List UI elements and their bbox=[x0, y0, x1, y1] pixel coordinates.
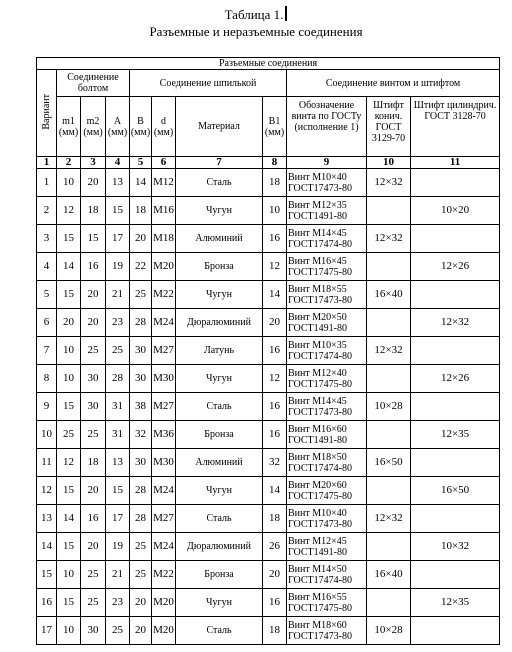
screw-cell bbox=[287, 533, 367, 561]
variant-cell: 17 bbox=[37, 617, 57, 645]
m1-cell: 12 bbox=[57, 449, 81, 477]
table-row bbox=[37, 449, 500, 477]
cyl-pin-cell: 12×35 bbox=[411, 589, 500, 617]
m2-cell: 25 bbox=[81, 421, 106, 449]
m1-cell: 14 bbox=[57, 253, 81, 281]
material-cell: Алюминий bbox=[176, 449, 263, 477]
b1-cell: 18 bbox=[263, 169, 287, 197]
screw-line: Винт М20×50 bbox=[288, 311, 347, 323]
screw-line: ГОСТ17475-80 bbox=[288, 266, 352, 278]
d-cell: M24 bbox=[152, 309, 176, 337]
m1-cell: 15 bbox=[57, 589, 81, 617]
screw-line: Винт М20×60 bbox=[288, 479, 347, 491]
screw-cell bbox=[287, 505, 367, 533]
material-cell: Бронза bbox=[176, 561, 263, 589]
cyl-pin-cell bbox=[411, 449, 500, 477]
b1-cell: 16 bbox=[263, 393, 287, 421]
m1-cell: 15 bbox=[57, 281, 81, 309]
cyl-pin-cell: 12×26 bbox=[411, 365, 500, 393]
table-row bbox=[37, 421, 500, 449]
screw-line: Винт М16×45 bbox=[288, 255, 347, 267]
screw-line: ГОСТ17474-80 bbox=[288, 574, 352, 586]
screw-cell bbox=[287, 365, 367, 393]
b-cell: 30 bbox=[130, 365, 152, 393]
screw-line: Винт М18×55 bbox=[288, 283, 347, 295]
m2-cell: 20 bbox=[81, 477, 106, 505]
a-cell: 13 bbox=[106, 449, 130, 477]
column-number: 2 bbox=[57, 157, 81, 169]
variant-cell: 14 bbox=[37, 533, 57, 561]
conic-pin-cell bbox=[367, 533, 411, 561]
screw-line: ГОСТ17474-80 bbox=[288, 462, 352, 474]
screw-line: Винт М10×35 bbox=[288, 339, 347, 351]
screw-line: Винт М14×45 bbox=[288, 227, 347, 239]
column-numbers-row bbox=[37, 157, 500, 169]
screw-cell bbox=[287, 169, 367, 197]
screw-line: Винт М12×45 bbox=[288, 535, 347, 547]
material-cell: Сталь bbox=[176, 617, 263, 645]
screw-line: Винт М10×40 bbox=[288, 171, 347, 183]
screw-line: Винт М12×40 bbox=[288, 367, 347, 379]
table-row bbox=[37, 561, 500, 589]
a-cell: 23 bbox=[106, 589, 130, 617]
d-cell: M22 bbox=[152, 281, 176, 309]
a-cell: 25 bbox=[106, 617, 130, 645]
m2-cell: 30 bbox=[81, 617, 106, 645]
m1-cell: 10 bbox=[57, 365, 81, 393]
conic-pin-cell: 12×32 bbox=[367, 169, 411, 197]
cyl-pin-cell: 12×26 bbox=[411, 253, 500, 281]
m1-header: m1 (мм) bbox=[57, 97, 81, 157]
screw-line: ГОСТ1491-80 bbox=[288, 546, 347, 558]
d-header: d (мм) bbox=[152, 97, 176, 157]
table-subtitle: Разъемные и неразъемные соединения bbox=[149, 24, 363, 39]
m1-cell: 12 bbox=[57, 197, 81, 225]
b-cell: 28 bbox=[130, 505, 152, 533]
m2-cell: 20 bbox=[81, 533, 106, 561]
variant-header: Вариант bbox=[37, 70, 57, 157]
column-number: 6 bbox=[152, 157, 176, 169]
d-cell: M16 bbox=[152, 197, 176, 225]
screw-line: ГОСТ17475-80 bbox=[288, 602, 352, 614]
conic-pin-cell bbox=[367, 589, 411, 617]
material-cell: Алюминий bbox=[176, 225, 263, 253]
b-cell: 25 bbox=[130, 561, 152, 589]
d-cell: M20 bbox=[152, 253, 176, 281]
screw-line: ГОСТ17474-80 bbox=[288, 350, 352, 362]
connections-table bbox=[36, 57, 500, 645]
b1-cell: 16 bbox=[263, 225, 287, 253]
d-cell: M24 bbox=[152, 533, 176, 561]
b1-header: B1 (мм) bbox=[263, 97, 287, 157]
screw-line: ГОСТ17473-80 bbox=[288, 406, 352, 418]
m2-cell: 25 bbox=[81, 337, 106, 365]
d-cell: M24 bbox=[152, 477, 176, 505]
column-number: 8 bbox=[263, 157, 287, 169]
variant-cell: 15 bbox=[37, 561, 57, 589]
variant-cell: 9 bbox=[37, 393, 57, 421]
cyl-pin-cell bbox=[411, 281, 500, 309]
m2-cell: 16 bbox=[81, 253, 106, 281]
conic-pin-cell: 12×32 bbox=[367, 225, 411, 253]
b1-cell: 14 bbox=[263, 477, 287, 505]
m2-cell: 25 bbox=[81, 589, 106, 617]
table-row bbox=[37, 477, 500, 505]
table-row bbox=[37, 505, 500, 533]
b-cell: 30 bbox=[130, 449, 152, 477]
text-cursor bbox=[285, 6, 287, 21]
cyl-pin-cell: 10×20 bbox=[411, 197, 500, 225]
screw-cell bbox=[287, 253, 367, 281]
b1-cell: 26 bbox=[263, 533, 287, 561]
material-cell: Чугун bbox=[176, 281, 263, 309]
cyl-pin-cell bbox=[411, 505, 500, 533]
variant-cell: 4 bbox=[37, 253, 57, 281]
screw-line: ГОСТ17474-80 bbox=[288, 238, 352, 250]
b1-cell: 16 bbox=[263, 337, 287, 365]
screw-group-header: Соединение винтом и штифтом bbox=[287, 70, 500, 97]
variant-cell: 16 bbox=[37, 589, 57, 617]
table-row bbox=[37, 253, 500, 281]
column-number: 3 bbox=[81, 157, 106, 169]
screw-cell bbox=[287, 617, 367, 645]
material-cell: Чугун bbox=[176, 197, 263, 225]
d-cell: M30 bbox=[152, 449, 176, 477]
screw-line: ГОСТ17475-80 bbox=[288, 490, 352, 502]
conic-pin-cell bbox=[367, 421, 411, 449]
b-cell: 28 bbox=[130, 309, 152, 337]
screw-line: Винт М12×35 bbox=[288, 199, 347, 211]
table-caption: Разъемные соединения bbox=[37, 58, 500, 70]
m1-cell: 15 bbox=[57, 225, 81, 253]
screw-line: ГОСТ17473-80 bbox=[288, 294, 352, 306]
variant-cell: 7 bbox=[37, 337, 57, 365]
screw-cell bbox=[287, 337, 367, 365]
screw-cell bbox=[287, 589, 367, 617]
table-row bbox=[37, 169, 500, 197]
material-cell: Латунь bbox=[176, 337, 263, 365]
variant-cell: 13 bbox=[37, 505, 57, 533]
variant-cell: 5 bbox=[37, 281, 57, 309]
b-cell: 25 bbox=[130, 281, 152, 309]
cyl-pin-cell bbox=[411, 337, 500, 365]
conic-pin-cell: 10×28 bbox=[367, 393, 411, 421]
screw-cell bbox=[287, 225, 367, 253]
d-cell: M22 bbox=[152, 561, 176, 589]
material-cell: Чугун bbox=[176, 365, 263, 393]
column-number: 4 bbox=[106, 157, 130, 169]
d-cell: M30 bbox=[152, 365, 176, 393]
d-cell: M12 bbox=[152, 169, 176, 197]
b-cell: 14 bbox=[130, 169, 152, 197]
material-cell: Бронза bbox=[176, 421, 263, 449]
b-header: B (мм) bbox=[130, 97, 152, 157]
m2-cell: 16 bbox=[81, 505, 106, 533]
cyl-pin-cell: 12×35 bbox=[411, 421, 500, 449]
variant-cell: 8 bbox=[37, 365, 57, 393]
column-number: 1 bbox=[37, 157, 57, 169]
b1-cell: 18 bbox=[263, 617, 287, 645]
d-cell: M20 bbox=[152, 589, 176, 617]
screw-cell bbox=[287, 281, 367, 309]
d-cell: M27 bbox=[152, 393, 176, 421]
conic-pin-cell bbox=[367, 477, 411, 505]
d-cell: M27 bbox=[152, 337, 176, 365]
m2-cell: 25 bbox=[81, 561, 106, 589]
column-number: 5 bbox=[130, 157, 152, 169]
cyl-pin-header: Штифт цилиндрич. ГОСТ 3128-70 bbox=[411, 97, 500, 157]
m1-cell: 15 bbox=[57, 477, 81, 505]
screw-line: ГОСТ1491-80 bbox=[288, 322, 347, 334]
material-cell: Сталь bbox=[176, 169, 263, 197]
table-row bbox=[37, 589, 500, 617]
a-cell: 19 bbox=[106, 253, 130, 281]
material-cell: Сталь bbox=[176, 505, 263, 533]
screw-line: ГОСТ17473-80 bbox=[288, 518, 352, 530]
screw-line: Винт М10×40 bbox=[288, 507, 347, 519]
table-row bbox=[37, 309, 500, 337]
screw-line: Винт М16×60 bbox=[288, 423, 347, 435]
variant-cell: 1 bbox=[37, 169, 57, 197]
conic-pin-header: Штифт конич. ГОСТ 3129-70 bbox=[367, 97, 411, 157]
column-number: 9 bbox=[287, 157, 367, 169]
table-row bbox=[37, 197, 500, 225]
m2-cell: 15 bbox=[81, 225, 106, 253]
screw-cell bbox=[287, 421, 367, 449]
material-cell: Сталь bbox=[176, 393, 263, 421]
table-row bbox=[37, 365, 500, 393]
table-row bbox=[37, 393, 500, 421]
screw-line: ГОСТ1491-80 bbox=[288, 210, 347, 222]
material-header: Материал bbox=[176, 97, 263, 157]
m2-cell: 30 bbox=[81, 393, 106, 421]
screw-cell bbox=[287, 477, 367, 505]
screw-cell bbox=[287, 449, 367, 477]
material-cell: Бронза bbox=[176, 253, 263, 281]
a-cell: 23 bbox=[106, 309, 130, 337]
variant-cell: 11 bbox=[37, 449, 57, 477]
b-cell: 18 bbox=[130, 197, 152, 225]
conic-pin-cell bbox=[367, 365, 411, 393]
b1-cell: 10 bbox=[263, 197, 287, 225]
column-number: 10 bbox=[367, 157, 411, 169]
screw-line: Винт М18×50 bbox=[288, 451, 347, 463]
a-cell: 21 bbox=[106, 281, 130, 309]
screw-line: Винт М14×50 bbox=[288, 563, 347, 575]
table-title: Таблица 1. bbox=[0, 6, 512, 23]
b-cell: 20 bbox=[130, 617, 152, 645]
b-cell: 20 bbox=[130, 225, 152, 253]
conic-pin-cell bbox=[367, 197, 411, 225]
conic-pin-cell: 12×32 bbox=[367, 337, 411, 365]
screw-line: ГОСТ17475-80 bbox=[288, 378, 352, 390]
m1-cell: 10 bbox=[57, 617, 81, 645]
d-cell: M27 bbox=[152, 505, 176, 533]
variant-cell: 6 bbox=[37, 309, 57, 337]
conic-pin-cell bbox=[367, 253, 411, 281]
m2-cell: 30 bbox=[81, 365, 106, 393]
conic-pin-cell: 10×28 bbox=[367, 617, 411, 645]
b-cell: 20 bbox=[130, 589, 152, 617]
screw-designation-header: Обозначение винта по ГОСТу (исполнение 1) bbox=[287, 97, 367, 157]
b-cell: 38 bbox=[130, 393, 152, 421]
b-cell: 25 bbox=[130, 533, 152, 561]
cyl-pin-cell bbox=[411, 169, 500, 197]
m1-cell: 25 bbox=[57, 421, 81, 449]
a-cell: 28 bbox=[106, 365, 130, 393]
table-row bbox=[37, 337, 500, 365]
a-cell: 17 bbox=[106, 505, 130, 533]
table-row bbox=[37, 281, 500, 309]
stud-group-header: Соединение шпилькой bbox=[130, 70, 287, 97]
variant-cell: 12 bbox=[37, 477, 57, 505]
screw-line: Винт М14×45 bbox=[288, 395, 347, 407]
bolt-group-header: Соединение болтом bbox=[57, 70, 130, 97]
conic-pin-cell: 16×40 bbox=[367, 281, 411, 309]
m1-cell: 20 bbox=[57, 309, 81, 337]
b1-cell: 16 bbox=[263, 589, 287, 617]
m1-cell: 15 bbox=[57, 533, 81, 561]
b-cell: 32 bbox=[130, 421, 152, 449]
conic-pin-cell bbox=[367, 309, 411, 337]
b1-cell: 16 bbox=[263, 421, 287, 449]
m1-cell: 10 bbox=[57, 169, 81, 197]
b-cell: 28 bbox=[130, 477, 152, 505]
table-row bbox=[37, 533, 500, 561]
a-cell: 15 bbox=[106, 197, 130, 225]
b-cell: 22 bbox=[130, 253, 152, 281]
a-cell: 13 bbox=[106, 169, 130, 197]
table-row bbox=[37, 617, 500, 645]
m2-cell: 20 bbox=[81, 169, 106, 197]
column-number: 7 bbox=[176, 157, 263, 169]
a-cell: 31 bbox=[106, 393, 130, 421]
material-cell: Дюралюминий bbox=[176, 309, 263, 337]
b1-cell: 12 bbox=[263, 253, 287, 281]
conic-pin-cell: 16×50 bbox=[367, 449, 411, 477]
m2-cell: 20 bbox=[81, 281, 106, 309]
b1-cell: 32 bbox=[263, 449, 287, 477]
material-cell: Чугун bbox=[176, 477, 263, 505]
conic-pin-cell: 16×40 bbox=[367, 561, 411, 589]
b1-cell: 20 bbox=[263, 561, 287, 589]
m2-cell: 20 bbox=[81, 309, 106, 337]
cyl-pin-cell bbox=[411, 561, 500, 589]
screw-line: Винт М18×60 bbox=[288, 619, 347, 631]
screw-cell bbox=[287, 309, 367, 337]
screw-line: ГОСТ1491-80 bbox=[288, 434, 347, 446]
variant-cell: 10 bbox=[37, 421, 57, 449]
conic-pin-cell: 12×32 bbox=[367, 505, 411, 533]
m2-cell: 18 bbox=[81, 197, 106, 225]
screw-cell bbox=[287, 393, 367, 421]
variant-cell: 2 bbox=[37, 197, 57, 225]
a-cell: 19 bbox=[106, 533, 130, 561]
column-number: 11 bbox=[411, 157, 500, 169]
b1-cell: 14 bbox=[263, 281, 287, 309]
screw-line: ГОСТ17473-80 bbox=[288, 182, 352, 194]
d-cell: M18 bbox=[152, 225, 176, 253]
cyl-pin-cell bbox=[411, 393, 500, 421]
material-cell: Дюралюминий bbox=[176, 533, 263, 561]
screw-line: ГОСТ17473-80 bbox=[288, 630, 352, 642]
cyl-pin-cell bbox=[411, 225, 500, 253]
d-cell: M20 bbox=[152, 617, 176, 645]
b1-cell: 20 bbox=[263, 309, 287, 337]
a-cell: 21 bbox=[106, 561, 130, 589]
screw-line: Винт М16×55 bbox=[288, 591, 347, 603]
screw-cell bbox=[287, 561, 367, 589]
m1-cell: 10 bbox=[57, 337, 81, 365]
m1-cell: 15 bbox=[57, 393, 81, 421]
a-cell: 31 bbox=[106, 421, 130, 449]
a-cell: 25 bbox=[106, 337, 130, 365]
cyl-pin-cell bbox=[411, 617, 500, 645]
table-body bbox=[37, 169, 500, 645]
b1-cell: 12 bbox=[263, 365, 287, 393]
material-cell: Чугун bbox=[176, 589, 263, 617]
m2-header: m2 (мм) bbox=[81, 97, 106, 157]
d-cell: M36 bbox=[152, 421, 176, 449]
m1-cell: 10 bbox=[57, 561, 81, 589]
b1-cell: 18 bbox=[263, 505, 287, 533]
cyl-pin-cell: 12×32 bbox=[411, 309, 500, 337]
cyl-pin-cell: 10×32 bbox=[411, 533, 500, 561]
screw-cell bbox=[287, 197, 367, 225]
variant-cell: 3 bbox=[37, 225, 57, 253]
a-header: A (мм) bbox=[106, 97, 130, 157]
a-cell: 17 bbox=[106, 225, 130, 253]
m2-cell: 18 bbox=[81, 449, 106, 477]
a-cell: 15 bbox=[106, 477, 130, 505]
cyl-pin-cell: 16×50 bbox=[411, 477, 500, 505]
b-cell: 30 bbox=[130, 337, 152, 365]
table-row bbox=[37, 225, 500, 253]
m1-cell: 14 bbox=[57, 505, 81, 533]
